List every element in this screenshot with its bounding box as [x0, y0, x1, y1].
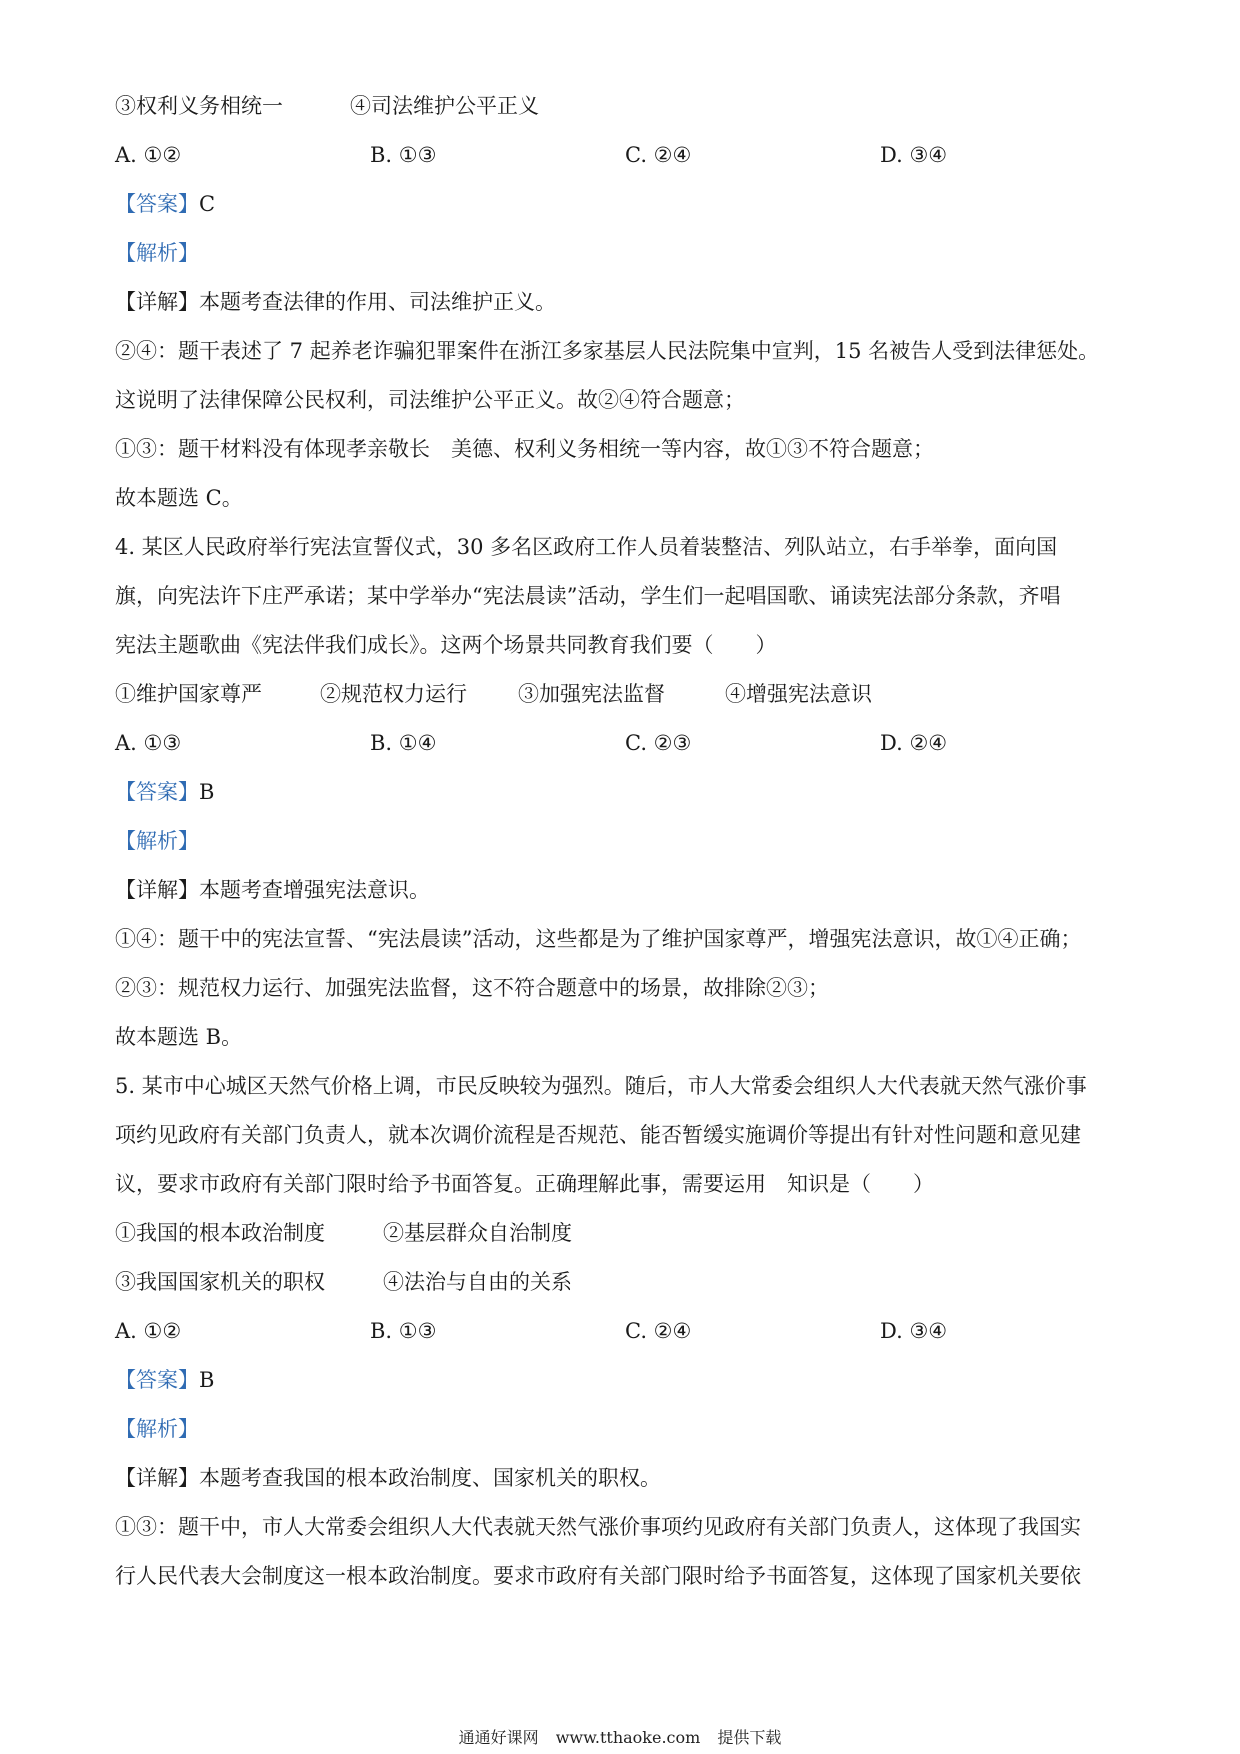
q4-option-d: D. ②④	[880, 731, 948, 755]
q4-analysis-tag: 【解析】	[115, 829, 199, 853]
q3-conclusion: 故本题选 C。	[115, 486, 243, 510]
q3-answer-value: C	[199, 192, 216, 216]
q5-statement-4: ④法治与自由的关系	[383, 1270, 572, 1294]
q3-answer	[115, 190, 215, 218]
q3-option-b: B. ①③	[370, 143, 437, 167]
q5-answer-tag: 【答案】	[115, 1368, 199, 1392]
q5-statement-2: ②基层群众自治制度	[383, 1221, 572, 1245]
footer-site-name: 通通好课网	[458, 1728, 539, 1747]
q4-explain-line-2: ②③：规范权力运行、加强宪法监督，这不符合题意中的场景，故排除②③；	[115, 976, 829, 1000]
q3-detail: 【详解】本题考查法律的作用、司法维护正义。	[115, 290, 556, 314]
q3-option-a: A. ①②	[115, 143, 182, 167]
q4-answer	[115, 778, 214, 806]
q3-answer-tag: 【答案】	[115, 192, 199, 216]
q5-answer	[115, 1366, 214, 1394]
q5-stem-line-1: 5. 某市中心城区天然气价格上调，市民反映较为强烈。随后，市人大常委会组织人大代表就天然气涨价事	[115, 1074, 1087, 1098]
q3-option-c: C. ②④	[625, 143, 692, 167]
q4-stem-line-3: 宪法主题歌曲《宪法伴我们成长》。这两个场景共同教育我们要（ ）	[115, 633, 777, 657]
q5-stem-line-3: 议，要求市政府有关部门限时给予书面答复。正确理解此事，需要运用 知识是（ ）	[115, 1172, 934, 1196]
q4-statement-4: ④增强宪法意识	[725, 682, 872, 706]
footer-note: 提供下载	[717, 1728, 782, 1747]
q4-option-c: C. ②③	[625, 731, 692, 755]
q3-explain-line-1: ②④：题干表述了 7 起养老诈骗犯罪案件在浙江多家基层人民法院集中宣判，15 名被告人受到法律惩处。	[115, 339, 1100, 363]
q5-stem-line-2: 项约见政府有关部门负责人，就本次调价流程是否规范、能否暂缓实施调价等提出有针对性问题和意见建	[115, 1123, 1081, 1147]
q5-detail: 【详解】本题考查我国的根本政治制度、国家机关的职权。	[115, 1466, 661, 1490]
q3-analysis-tag: 【解析】	[115, 241, 199, 265]
q4-option-a: A. ①③	[115, 731, 182, 755]
footer-url[interactable]: www.tthaoke.com	[555, 1728, 701, 1747]
q3-statement-4: ④司法维护公平正义	[350, 94, 539, 118]
q5-answer-value: B	[199, 1368, 215, 1392]
q5-statement-1: ①我国的根本政治制度	[115, 1221, 325, 1245]
q5-analysis-tag: 【解析】	[115, 1417, 199, 1441]
q3-explain-line-3: ①③：题干材料没有体现孝亲敬长 美德、权利义务相统一等内容，故①③不符合题意；	[115, 437, 934, 461]
q4-statement-2: ②规范权力运行	[320, 682, 467, 706]
q3-statement-3: ③权利义务相统一	[115, 94, 283, 118]
q4-stem-line-2: 旗，向宪法许下庄严承诺；某中学举办“宪法晨读”活动，学生们一起唱国歌、诵读宪法部分条款，齐唱	[115, 584, 1061, 608]
page-footer	[0, 1728, 1240, 1748]
q5-option-a: A. ①②	[115, 1319, 182, 1343]
q4-option-b: B. ①④	[370, 731, 437, 755]
q4-detail: 【详解】本题考查增强宪法意识。	[115, 878, 430, 902]
q4-explain-line-1: ①④：题干中的宪法宣誓、“宪法晨读”活动，这些都是为了维护国家尊严，增强宪法意识，故①④正确；	[115, 927, 1082, 951]
q5-option-b: B. ①③	[370, 1319, 437, 1343]
q3-explain-line-2: 这说明了法律保障公民权利，司法维护公平正义。故②④符合题意；	[115, 388, 745, 412]
q5-explain-line-1: ①③：题干中，市人大常委会组织人大代表就天然气涨价事项约见政府有关部门负责人，这体现了我国实	[115, 1515, 1081, 1539]
q5-explain-line-2: 行人民代表大会制度这一根本政治制度。要求市政府有关部门限时给予书面答复，这体现了国家机关要依	[115, 1564, 1081, 1588]
q4-statement-3: ③加强宪法监督	[518, 682, 665, 706]
q5-option-d: D. ③④	[880, 1319, 948, 1343]
q4-answer-tag: 【答案】	[115, 780, 199, 804]
q4-conclusion: 故本题选 B。	[115, 1025, 243, 1049]
q4-stem-line-1: 4. 某区人民政府举行宪法宣誓仪式，30 多名区政府工作人员着装整洁、列队站立，右手举拳，面向国	[115, 535, 1058, 559]
q3-option-d: D. ③④	[880, 143, 948, 167]
q5-statement-3: ③我国国家机关的职权	[115, 1270, 325, 1294]
q5-option-c: C. ②④	[625, 1319, 692, 1343]
q4-statement-1: ①维护国家尊严	[115, 682, 262, 706]
q4-answer-value: B	[199, 780, 215, 804]
